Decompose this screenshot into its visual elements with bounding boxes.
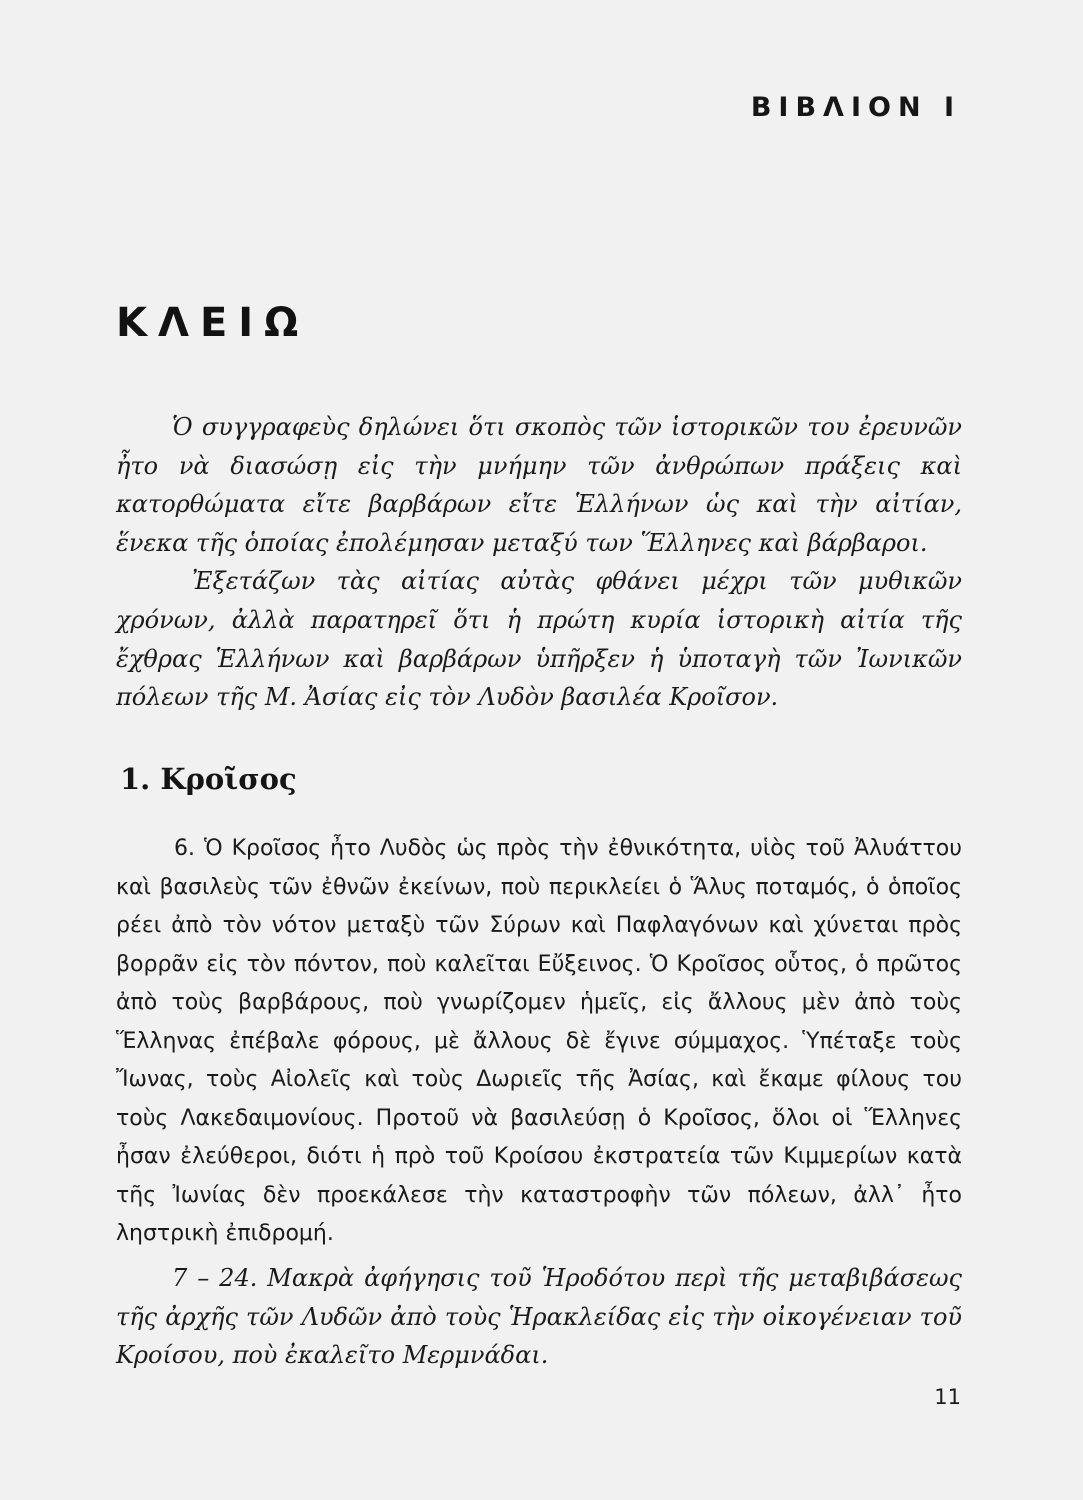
summary-paragraph-1: Ὁ συγγραφεὺς δηλώνει ὅτι σκοπὸς τῶν ἱστορικῶν του ἐρευνῶν ἦτο νὰ διασώσῃ εἰς τὴν μνήμην τῶν ἀνθρώπων πράξεις καὶ κατορθώματα εἴτε βαρβάρων εἴτε Ἑλλήνων ὡς καὶ τὴν αἰτίαν, ἕνεκα τῆς ὁποίας ἐπολέμησαν μεταξύ των Ἕλληνες καὶ βάρβαροι. bbox=[116, 413, 962, 557]
chapter-note bbox=[116, 1259, 962, 1375]
section-body bbox=[116, 830, 962, 1254]
book-title: ΚΛΕΙΩ bbox=[116, 300, 310, 346]
running-header: ΒΙΒΛΙΟΝ Ι bbox=[750, 92, 961, 123]
body-paragraph: 6. Ὁ Κροῖσος ἦτο Λυδὸς ὡς πρὸς τὴν ἐθνικότητα, υἱὸς τοῦ Ἀλυάττου καὶ βασιλεὺς τῶν ἐθνῶν ἐκείνων, ποὺ περικλείει ὁ Ἅλυς ποταμός, ὁ ὁποῖος ρέει ἀπὸ τὸν νότον μεταξὺ τῶν Σύρων καὶ Παφλαγόνων καὶ χύνεται πρὸς βορρᾶν εἰς τὸν πόντον, ποὺ καλεῖται Εὔξεινος. Ὁ Κροῖσος οὗτος, ὁ πρῶτος ἀπὸ τοὺς βαρβάρους, ποὺ γνωρίζομεν ἡμεῖς, εἰς ἄλλους μὲν ἀπὸ τοὺς Ἕλληνας ἐπέβαλε φόρους, μὲ ἄλλους δὲ ἔγινε σύμμαχος. Ὑπέταξε τοὺς Ἴωνας, τοὺς Αἰολεῖς καὶ τοὺς Δωριεῖς τῆς Ἀσίας, καὶ ἔκαμε φίλους του τοὺς Λακεδαιμονίους. Προτοῦ νὰ βασιλεύσῃ ὁ Κροῖσος, ὅλοι οἱ Ἕλληνες ἦσαν ἐλεύθεροι, διότι ἡ πρὸ τοῦ Κροίσου ἐκστρατεία τῶν Κιμμερίων κατὰ τῆς Ἰωνίας δὲν προεκάλεσε τὴν καταστροφὴν τῶν πόλεων, ἀλλ᾽ ἦτο ληστρικὴ ἐπιδρομή. bbox=[116, 836, 962, 1246]
note-paragraph: 7 – 24. Μακρὰ ἀφήγησις τοῦ Ἡροδότου περὶ τῆς μεταβιβάσεως τῆς ἀρχῆς τῶν Λυδῶν ἀπὸ τοὺς Ἡρακλείδας εἰς τὴν οἰκογένειαν τοῦ Κροίσου, ποὺ ἐκαλεῖτο Μερμνάδαι. bbox=[116, 1264, 962, 1370]
summary-paragraph-2: Ἐξετάζων τὰς αἰτίας αὐτὰς φθάνει μέχρι τῶν μυθικῶν χρόνων, ἀλλὰ παρατηρεῖ ὅτι ἡ πρώτη κυρία ἱστορικὴ αἰτία τῆς ἔχθρας Ἑλλήνων καὶ βαρβάρων ὑπῆρξεν ἡ ὑποταγὴ τῶν Ἰωνικῶν πόλεων τῆς Μ. Ἀσίας εἰς τὸν Λυδὸν βασιλέα Κροῖσον. bbox=[116, 567, 962, 712]
section-heading: 1. Κροῖσος bbox=[120, 762, 297, 796]
page-number: 11 bbox=[934, 1385, 961, 1409]
chapter-summary bbox=[116, 408, 962, 717]
